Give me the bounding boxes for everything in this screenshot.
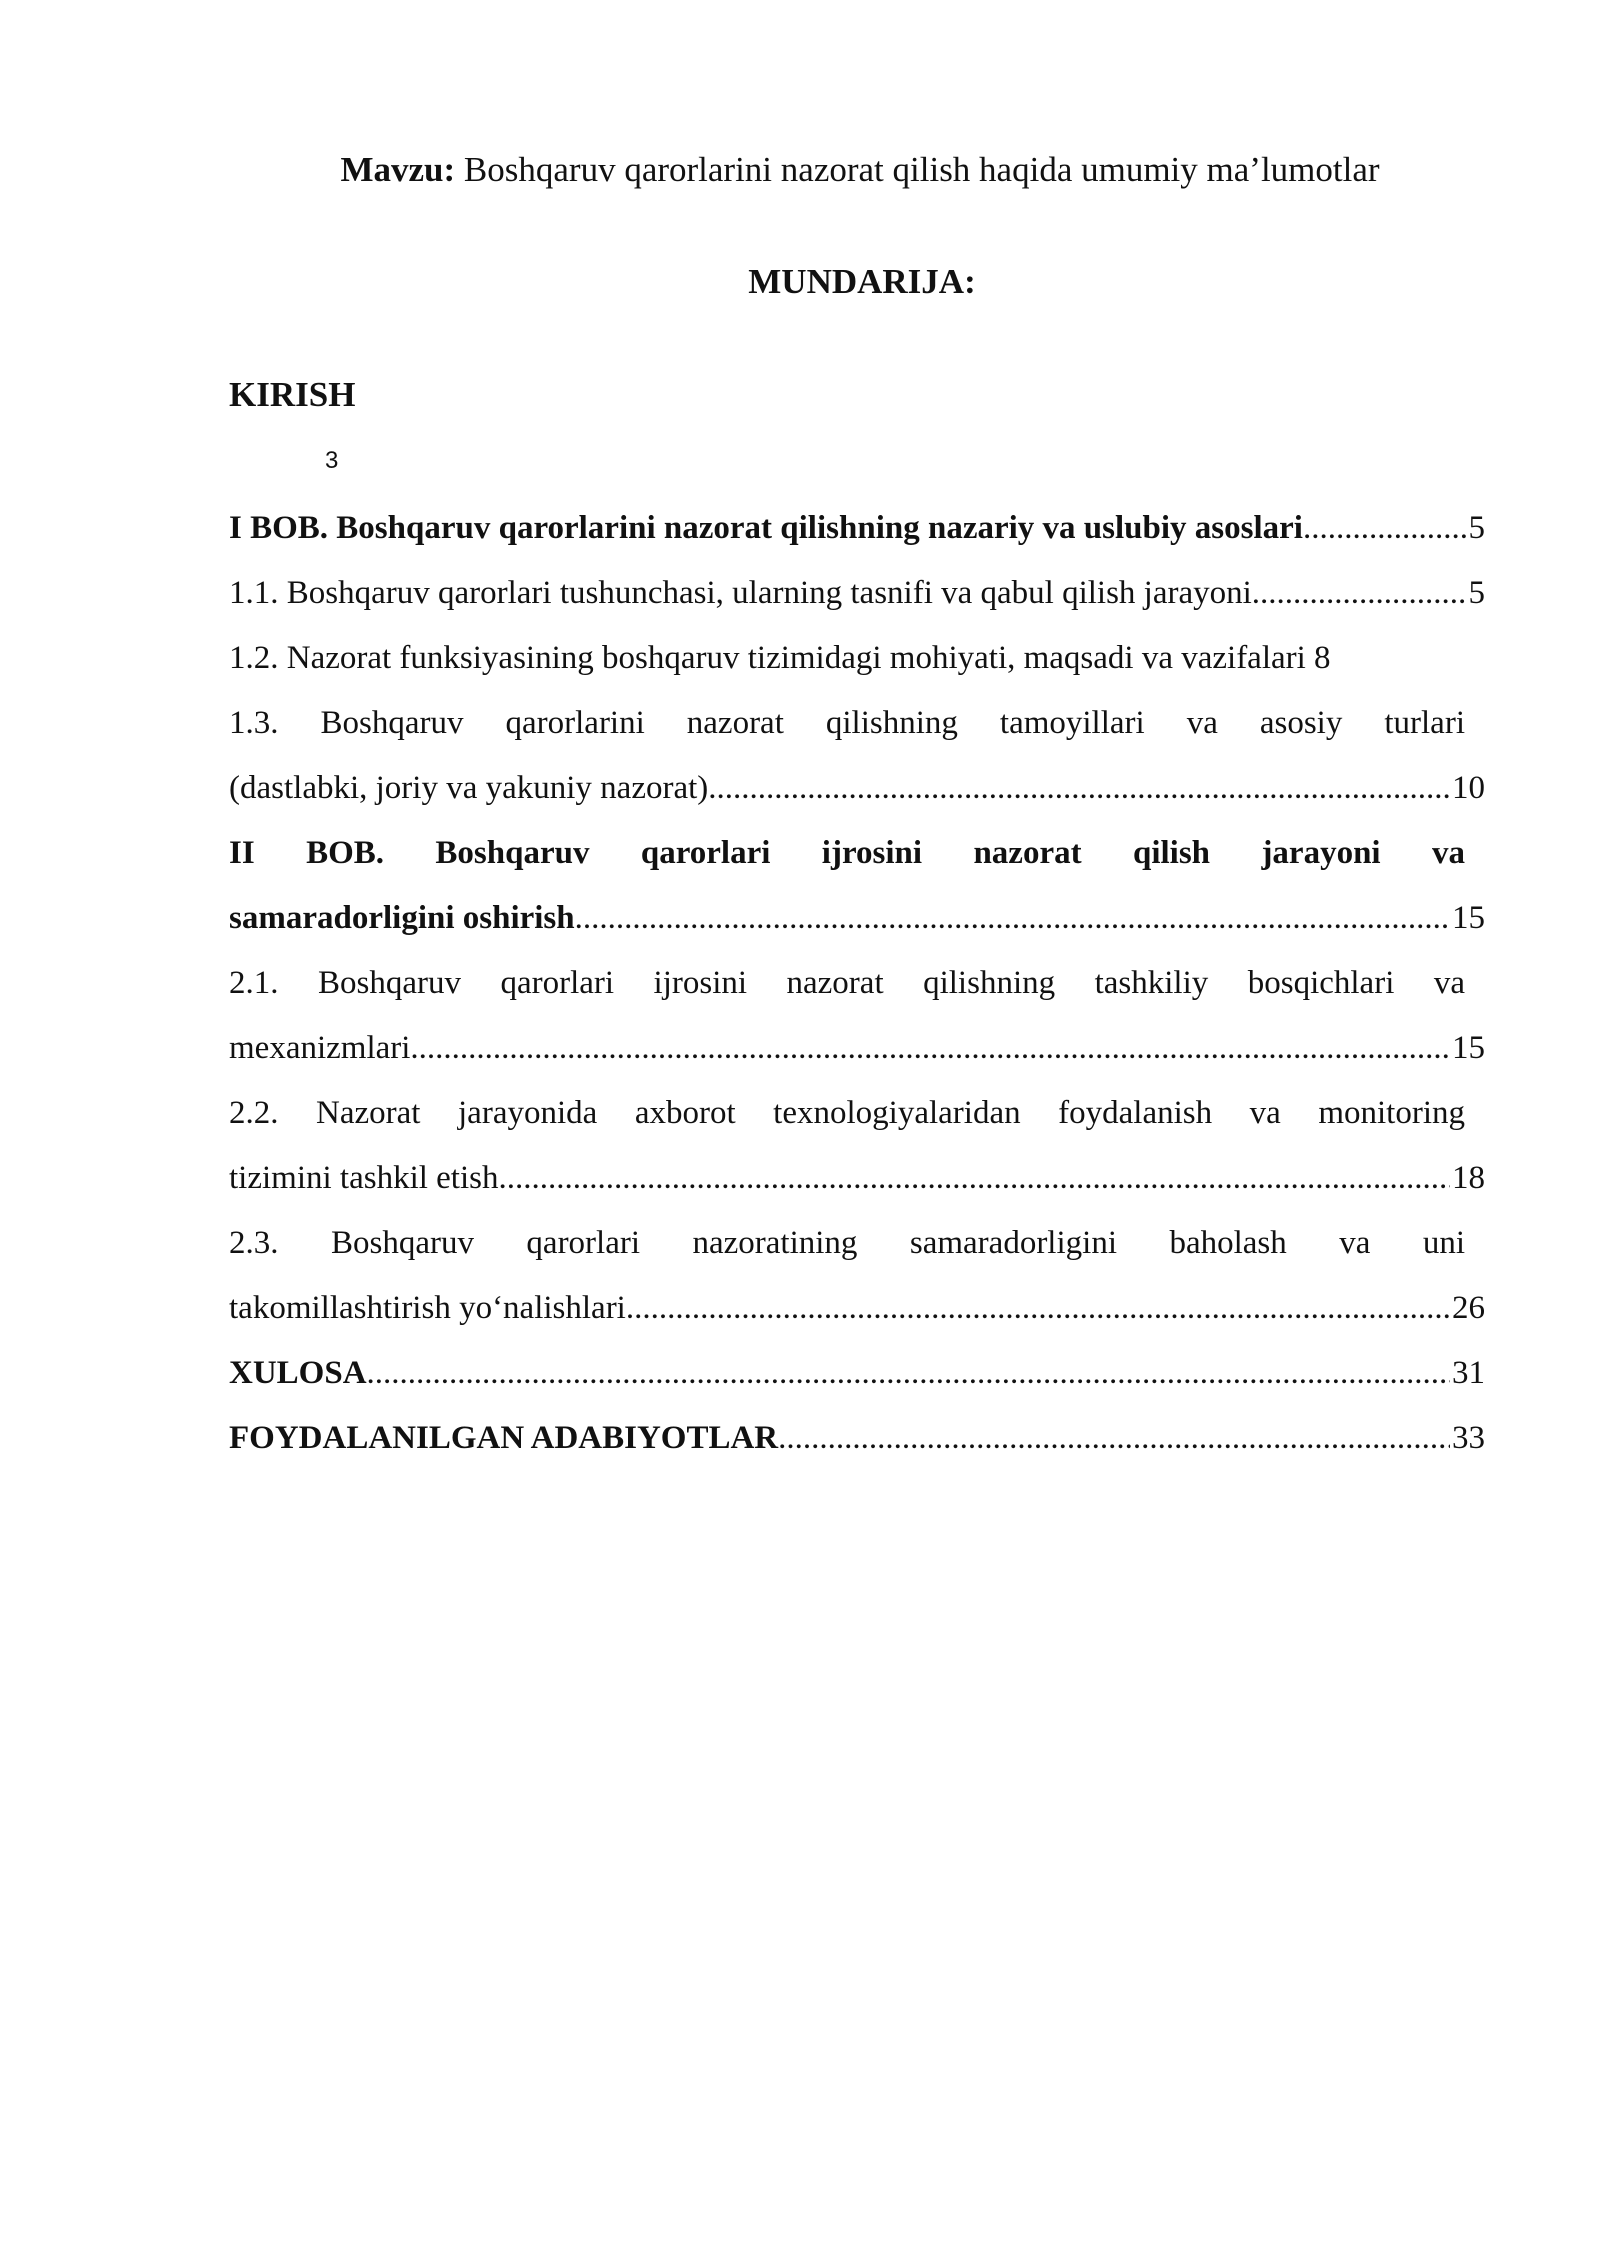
toc-entry-1-3-line2 — [229, 756, 1485, 821]
toc-dot-leader — [626, 1290, 1450, 1327]
table-of-contents — [229, 496, 1485, 1471]
toc-page-number: 5 — [1468, 575, 1485, 611]
toc-entry-text: samaradorligini oshirish — [229, 900, 575, 936]
toc-page-number: 33 — [1452, 1420, 1485, 1456]
toc-entry-text: FOYDALANILGAN ADABIYOTLAR — [229, 1420, 779, 1456]
toc-entry-text: mexanizmlari — [229, 1030, 411, 1066]
toc-dot-leader — [1252, 575, 1467, 612]
toc-entry-1-1 — [229, 561, 1485, 626]
toc-entry-2-2-line2 — [229, 1146, 1485, 1211]
topic-text: Boshqaruv qarorlarini nazorat qilish haqida umumiy ma’lumotlar — [455, 150, 1380, 189]
toc-page-number: 5 — [1468, 510, 1485, 546]
toc-dot-leader — [575, 900, 1450, 937]
toc-entry-text: (dastlabki, joriy va yakuniy nazorat) — [229, 770, 709, 806]
toc-page-number: 31 — [1452, 1355, 1485, 1391]
toc-entry-bob2-line1: II BOB. Boshqaruv qarorlari ijrosini nazorat qilish jarayoni va — [229, 835, 1465, 871]
toc-dot-leader — [410, 1030, 1450, 1067]
toc-entry-text: takomillashtirish yo‘nalishlari — [229, 1290, 626, 1326]
toc-dot-leader — [1303, 510, 1467, 547]
toc-entry-2-3-line1: 2.3. Boshqaruv qarorlari nazoratining samaradorligini baholash va uni — [229, 1225, 1465, 1261]
toc-entry-2-3-line2 — [229, 1276, 1485, 1341]
topic-line — [0, 150, 1600, 190]
toc-entry-adabiyotlar — [229, 1406, 1485, 1471]
toc-entry-xulosa — [229, 1341, 1485, 1406]
toc-entry-2-1-line1: 2.1. Boshqaruv qarorlari ijrosini nazorat qilishning tashkiliy bosqichlari va — [229, 965, 1465, 1001]
toc-entry-1-3-line1: 1.3. Boshqaruv qarorlarini nazorat qilishning tamoyillari va asosiy turlari — [229, 705, 1465, 741]
toc-dot-leader — [708, 770, 1450, 807]
toc-entry-bob2-line2 — [229, 886, 1485, 951]
toc-kirish-page: 3 — [325, 447, 339, 474]
toc-entry-text: 1.2. Nazorat funksiyasining boshqaruv tizimidagi mohiyati, maqsadi va vazifalari 8 — [229, 640, 1331, 676]
toc-page-number: 15 — [1452, 900, 1485, 936]
topic-label: Mavzu: — [340, 150, 456, 189]
toc-dot-leader — [778, 1420, 1450, 1457]
toc-entry-text: 1.1. Boshqaruv qarorlari tushunchasi, ularning tasnifi va qabul qilish jarayoni — [229, 575, 1252, 611]
toc-entry-1-2 — [229, 626, 1485, 691]
toc-page-number: 15 — [1452, 1030, 1485, 1066]
toc-entry-text: I BOB. Boshqaruv qarorlarini nazorat qilishning nazariy va uslubiy asoslari — [229, 510, 1303, 546]
toc-entry-2-1-line2 — [229, 1016, 1485, 1081]
toc-dot-leader — [367, 1355, 1450, 1392]
toc-entry-text: tizimini tashkil etish — [229, 1160, 499, 1196]
toc-entry-bob1 — [229, 496, 1485, 561]
toc-page-number: 26 — [1452, 1290, 1485, 1326]
toc-entry-2-2-line1: 2.2. Nazorat jarayonida axborot texnologiyalaridan foydalanish va monitoring — [229, 1095, 1465, 1131]
toc-entry-text: XULOSA — [229, 1355, 367, 1391]
contents-title: MUNDARIJA: — [748, 262, 976, 301]
toc-page-number: 18 — [1452, 1160, 1485, 1196]
toc-kirish-label: KIRISH — [229, 375, 356, 414]
toc-dot-leader — [498, 1160, 1450, 1197]
toc-page-number: 10 — [1452, 770, 1485, 806]
